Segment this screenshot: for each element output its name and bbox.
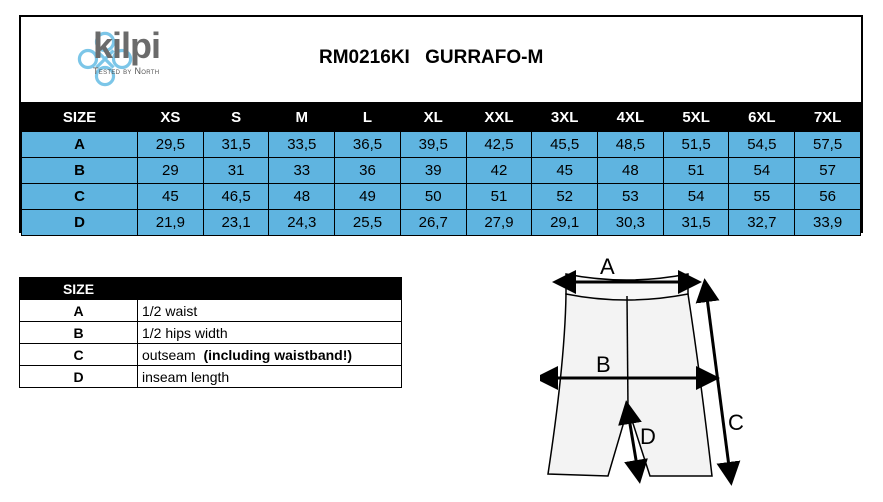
legend-header-label: SIZE [20, 278, 138, 300]
size-cell: 39 [400, 158, 466, 184]
legend-description [138, 322, 402, 344]
size-cell: 46,5 [203, 184, 269, 210]
label-c: C [728, 410, 744, 435]
size-cell: 25,5 [335, 210, 401, 236]
chart-header [21, 17, 861, 102]
product-title [319, 47, 543, 69]
legend-row [20, 344, 402, 366]
size-row [22, 184, 861, 210]
size-column-header: XXL [466, 103, 532, 132]
size-column-header: 6XL [729, 103, 795, 132]
size-column-header: 3XL [532, 103, 598, 132]
size-cell: 23,1 [203, 210, 269, 236]
legend-row [20, 322, 402, 344]
size-cell: 39,5 [400, 132, 466, 158]
size-column-header: 7XL [795, 103, 861, 132]
size-row-label: D [22, 210, 138, 236]
size-cell: 33 [269, 158, 335, 184]
size-cell: 56 [795, 184, 861, 210]
size-column-header: M [269, 103, 335, 132]
legend-table [19, 277, 402, 388]
size-cell: 36,5 [335, 132, 401, 158]
size-cell: 42,5 [466, 132, 532, 158]
size-cell: 45 [138, 184, 204, 210]
legend-header-row [20, 278, 402, 300]
legend-description-text: 1/2 hips width [142, 324, 228, 341]
legend-row [20, 300, 402, 322]
size-cell: 42 [466, 158, 532, 184]
legend-description [138, 366, 402, 388]
label-d: D [640, 424, 656, 449]
size-row-label: C [22, 184, 138, 210]
size-row [22, 210, 861, 236]
size-cell: 31,5 [663, 210, 729, 236]
size-cell: 32,7 [729, 210, 795, 236]
size-row-label: B [22, 158, 138, 184]
legend-note: (including waistband!) [203, 346, 353, 363]
size-cell: 51 [466, 184, 532, 210]
size-cell: 48 [269, 184, 335, 210]
size-column-header: 4XL [598, 103, 664, 132]
size-cell: 48,5 [598, 132, 664, 158]
size-cell: 50 [400, 184, 466, 210]
legend-key: A [20, 300, 138, 322]
size-cell: 45 [532, 158, 598, 184]
legend-description [138, 300, 402, 322]
size-cell: 57 [795, 158, 861, 184]
size-cell: 51 [663, 158, 729, 184]
size-cell: 31,5 [203, 132, 269, 158]
size-row-label: A [22, 132, 138, 158]
size-cell: 53 [598, 184, 664, 210]
size-cell: 54 [729, 158, 795, 184]
size-cell: 29,1 [532, 210, 598, 236]
shorts-measurement-diagram [540, 252, 760, 490]
legend-row [20, 366, 402, 388]
brand-tagline: Tested by North [93, 66, 160, 76]
legend-header-blank [138, 278, 402, 300]
size-cell: 55 [729, 184, 795, 210]
size-cell: 57,5 [795, 132, 861, 158]
size-cell: 33,9 [795, 210, 861, 236]
size-row [22, 158, 861, 184]
legend-key: D [20, 366, 138, 388]
legend-key: B [20, 322, 138, 344]
size-cell: 49 [335, 184, 401, 210]
size-column-header: XS [138, 103, 204, 132]
size-cell: 24,3 [269, 210, 335, 236]
label-a: A [600, 254, 615, 279]
size-cell: 30,3 [598, 210, 664, 236]
size-cell: 48 [598, 158, 664, 184]
product-code: RM0216KI [319, 47, 410, 68]
size-cell: 33,5 [269, 132, 335, 158]
size-cell: 27,9 [466, 210, 532, 236]
legend-key: C [20, 344, 138, 366]
size-cell: 54,5 [729, 132, 795, 158]
legend-description-text: inseam length [142, 368, 230, 385]
size-table [21, 102, 861, 236]
size-chart [19, 15, 863, 233]
size-column-header: XL [400, 103, 466, 132]
size-cell: 26,7 [400, 210, 466, 236]
size-cell: 31 [203, 158, 269, 184]
size-column-header: S [203, 103, 269, 132]
size-cell: 29,5 [138, 132, 204, 158]
size-cell: 51,5 [663, 132, 729, 158]
size-cell: 21,9 [138, 210, 204, 236]
size-cell: 54 [663, 184, 729, 210]
label-b: B [596, 352, 611, 377]
size-cell: 36 [335, 158, 401, 184]
legend-description-text: 1/2 waist [142, 302, 198, 319]
product-name: GURRAFO-M [425, 47, 544, 68]
size-header-label: SIZE [22, 103, 138, 132]
legend-description [138, 344, 402, 366]
size-cell: 45,5 [532, 132, 598, 158]
size-header-row [22, 103, 861, 132]
size-column-header: 5XL [663, 103, 729, 132]
legend-description-text: outseam [142, 346, 196, 363]
size-cell: 52 [532, 184, 598, 210]
size-cell: 29 [138, 158, 204, 184]
size-column-header: L [335, 103, 401, 132]
brand-name: kilpi [93, 25, 161, 66]
size-row [22, 132, 861, 158]
